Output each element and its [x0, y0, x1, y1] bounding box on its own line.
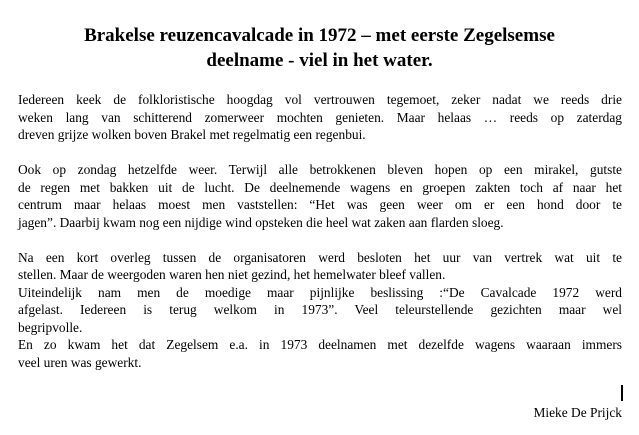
text-line: de regen met bakken uit de lucht. De deelnemende wagens en groepen zakten toch af naar het: [18, 179, 622, 195]
text-line: centrum maar helaas moest men vaststellen: “Het was geen weer om er een hond door te: [18, 197, 622, 212]
text-line: afgelast. Iedereen is terug welkom in 1973”. Veel teleurstellende gezichten maar wel: [18, 302, 622, 317]
paragraph-spacer: [18, 231, 622, 249]
text-cursor: [621, 385, 623, 401]
author-signature: Mieke De Prijck: [533, 405, 622, 420]
text-line: weken lang van schitterend zomerweer mochten genieten. Maar helaas … reeds op zaterdag: [18, 109, 622, 125]
title-line-1: Brakelse reuzencavalcade in 1972 – met eerste Zegelsemse: [84, 25, 555, 46]
text-line: Uiteindelijk nam men de moedige maar pijnlijke beslissing :“De Cavalcade 1972 werd: [18, 284, 622, 300]
text-line: En zo kwam het dat Zegelsem e.a. in 1973 deelnamen met dezelfde wagens waaraan immers: [18, 337, 622, 352]
document-title: [0, 23, 639, 73]
text-line: Iedereen keek de folkloristische hoogdag vol vertrouwen tegemoet, zeker nadat we reeds drie: [18, 92, 622, 107]
paragraph-1: [18, 91, 622, 144]
text-line: Na een kort overleg tussen de organisatoren werd besloten het uur van vertrek wat uit te: [18, 249, 622, 265]
article-body: [18, 91, 622, 371]
text-line: jagen”. Daarbij kwam nog een nijdige wind opsteken die heel wat zaken aan flarden sloeg.: [18, 214, 504, 230]
text-line: Ook op zondag hetzelfde weer. Terwijl alle betrokkenen bleven hopen op een mirakel, gutste: [18, 162, 622, 177]
paragraph-2: [18, 161, 622, 231]
text-line: dreven grijze wolken boven Brakel met regelmatig een regenbui.: [18, 127, 366, 142]
text-line: begripvolle.: [18, 319, 83, 335]
text-line: stellen. Maar de weergoden waren hen niet gezind, het hemelwater bleef vallen.: [18, 267, 446, 282]
title-line-2: deelname - viel in het water.: [206, 50, 433, 71]
text-line: veel uren was gewerkt.: [18, 354, 142, 370]
paragraph-spacer: [18, 144, 622, 162]
paragraph-3: [18, 249, 622, 372]
